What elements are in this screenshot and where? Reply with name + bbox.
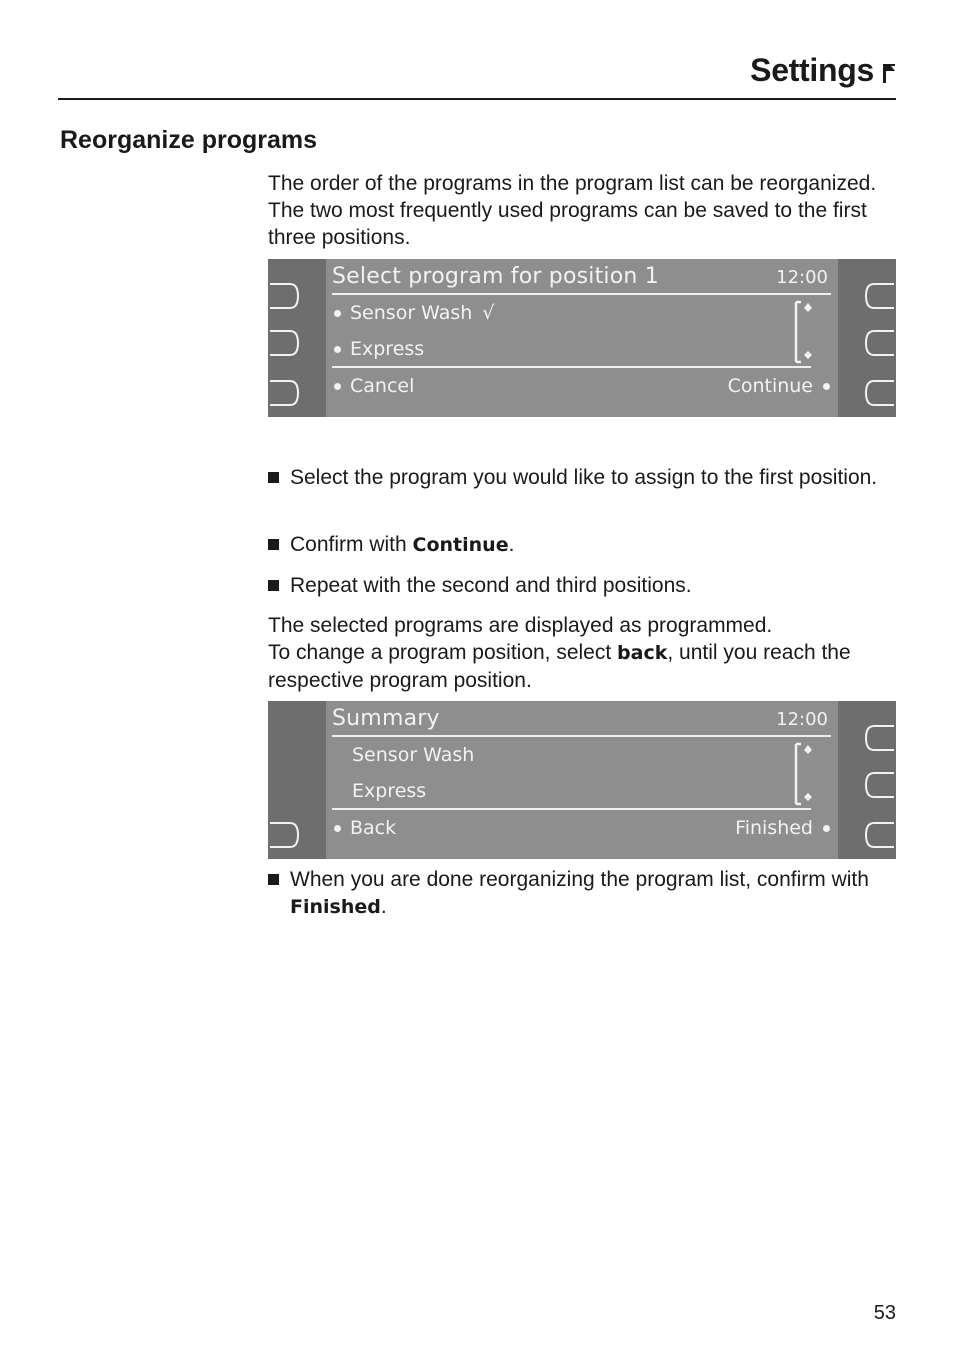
page-header-title bbox=[750, 52, 896, 89]
square-bullet-icon bbox=[268, 580, 279, 591]
continue-option[interactable]: Continue bbox=[728, 375, 830, 397]
middle-paragraph bbox=[268, 612, 898, 694]
display-panel-select-position bbox=[268, 259, 896, 417]
instruction-step-1: Select the program you would like to assign to the first position. bbox=[268, 464, 888, 491]
display-screen bbox=[326, 259, 838, 417]
square-bullet-icon bbox=[268, 874, 279, 885]
finished-option[interactable]: Finished bbox=[735, 817, 830, 839]
square-bullet-icon bbox=[268, 539, 279, 550]
cancel-option[interactable]: Cancel bbox=[334, 375, 414, 397]
left-button-2[interactable] bbox=[268, 327, 300, 359]
header-title-text: Settings bbox=[750, 52, 874, 88]
header-divider bbox=[58, 98, 896, 100]
square-bullet-icon bbox=[268, 472, 279, 483]
display-panel-summary bbox=[268, 701, 896, 859]
intro-paragraph: The order of the programs in the program list can be reorganized. The two most frequently used programs can be saved to the first three positions. bbox=[268, 172, 877, 249]
scroll-indicator-icon bbox=[790, 300, 816, 364]
back-keyword: back bbox=[617, 642, 668, 664]
flag-icon bbox=[882, 62, 896, 84]
left-button-back[interactable] bbox=[268, 819, 300, 851]
bullet-dot-icon bbox=[334, 383, 341, 390]
instruction-final-step: When you are done reorganizing the program list, confirm with Finished. bbox=[268, 866, 888, 921]
right-button-2[interactable] bbox=[864, 769, 896, 801]
display-title: Summary bbox=[332, 706, 440, 731]
program-item-sensor-wash[interactable]: Sensor Wash √ bbox=[334, 302, 494, 324]
left-button-3[interactable] bbox=[268, 377, 300, 409]
right-button-1[interactable] bbox=[864, 722, 896, 754]
summary-item-sensor-wash: Sensor Wash bbox=[352, 744, 475, 766]
display-title-rule bbox=[332, 735, 831, 737]
display-clock: 12:00 bbox=[776, 709, 828, 730]
right-button-1[interactable] bbox=[864, 280, 896, 312]
display-footer-rule bbox=[332, 808, 811, 810]
finished-keyword: Finished bbox=[290, 896, 381, 918]
bullet-dot-icon bbox=[334, 346, 341, 353]
section-title: Reorganize programs bbox=[60, 126, 318, 154]
bullet-dot-icon bbox=[823, 383, 830, 390]
right-button-2[interactable] bbox=[864, 327, 896, 359]
right-button-3[interactable] bbox=[864, 819, 896, 851]
display-title: Select program for position 1 bbox=[332, 264, 659, 289]
summary-item-express: Express bbox=[352, 780, 427, 802]
bullet-dot-icon bbox=[334, 310, 341, 317]
instruction-step-2: Confirm with Continue. bbox=[268, 531, 888, 559]
checkmark-icon: √ bbox=[482, 302, 495, 324]
bullet-dot-icon bbox=[334, 825, 341, 832]
program-item-express[interactable]: Express bbox=[334, 338, 424, 360]
scroll-indicator-icon bbox=[790, 742, 816, 806]
continue-keyword: Continue bbox=[412, 534, 509, 556]
middle-line-1: The selected programs are displayed as programmed. bbox=[268, 614, 773, 637]
page-number: 53 bbox=[873, 1302, 896, 1324]
display-clock: 12:00 bbox=[776, 267, 828, 288]
back-option[interactable]: Back bbox=[334, 817, 396, 839]
right-button-3[interactable] bbox=[864, 377, 896, 409]
display-footer-rule bbox=[332, 366, 811, 368]
middle-line-2: To change a program position, select back, until you reach the respective program position. bbox=[268, 641, 851, 692]
display-screen bbox=[326, 701, 838, 859]
bullet-dot-icon bbox=[823, 825, 830, 832]
display-title-rule bbox=[332, 293, 831, 295]
left-button-1[interactable] bbox=[268, 280, 300, 312]
instruction-step-3: Repeat with the second and third positions. bbox=[268, 572, 888, 599]
